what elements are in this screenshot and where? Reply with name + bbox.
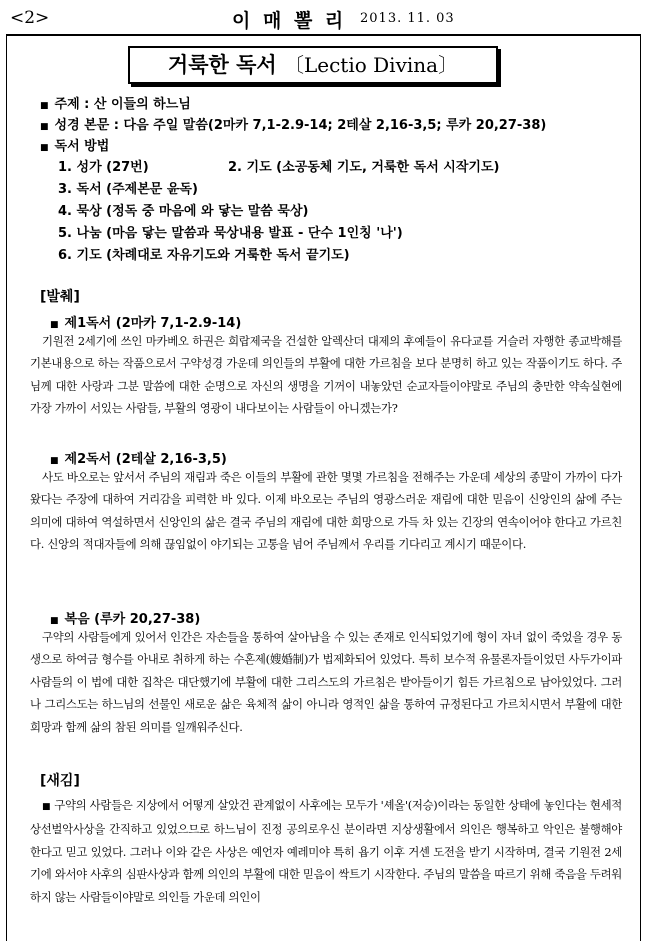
title-main: 거룩한 독서 (167, 53, 277, 77)
reflection-text: ■ 구약의 사람들은 지상에서 어떻게 살았건 관계없이 사후에는 모두가 '셰올'(저승)이라는 동일한 상태에 놓인다는 현세적 상선벌악사상을 간직하고 있었으므로 하느님이 진정 공의로우신 분이라면 지상생활에서 의인은 행복하고 악인은 불행해야 한다고 믿고 있었다. 그러나 이와 같은 사상은 예언자 예레미야 특히 욥기 이후 거센 도전을 받기 시작하며, 결국 기원전 2세기에 와서야 사후의 심판사상과 함께 의인의 부활에 대한 믿음이 싹트기 시작한다. 주님의 말씀을 따르기 위해 죽음을 두려워하지 않는 사람들이야말로 의인들 가운데 의인이 (30, 798, 622, 904)
step-item: 5. 나눔 (마음 닿는 말씀과 묵상내용 발표 - 단수 1인칭 '나') (58, 226, 403, 241)
page-number: <2> (10, 8, 50, 28)
reading-text: 구약의 사람들에게 있어서 인간은 자손들을 통하여 살아남을 수 있는 존재로 인식되었기에 형이 자녀 없이 죽었을 경우 동생으로 하여금 형수를 아내로 취하게 하는 수혼제(嫂婚制)가 법제화되어 있었다. 특히 보수적 유물론자들이었던 사두가이파 사람들의 이 법에 대한 집착은 대단했기에 부활에 대한 그리스도의 가르침은 받아들이기 힘든 가르침으로 남아있었다. 그러나 그리스도는 하느님의 선물인 새로운 삶은 육체적 삶이 아니라 영적인 삶을 통하여 규정된다고 가르치시면서 부활에 대한 희망과 함께 삶의 참된 의미를 일깨워주신다. (30, 630, 622, 734)
page-title (128, 46, 498, 84)
step-item: 1. 성가 (27번) (58, 160, 149, 175)
reading-heading: ■ 복음 (루카 20,27-38) (50, 612, 201, 627)
reflection-heading: [새김] (40, 773, 80, 789)
header-rule (6, 34, 641, 36)
readings-row (40, 115, 620, 136)
info-block (40, 94, 620, 267)
reading-text: 사도 바오로는 앞서서 주님의 재림과 죽은 이들의 부활에 관한 몇몇 가르침을 전해주는 가운데 세상의 종말이 가까이 다가왔다는 주장에 대하여 거리감을 피력한 바 있다. 이제 바오로는 주님의 영광스러운 재림에 대한 믿음이 신앙인의 삶에 주는 의미에 대하여 역설하면서 신앙인의 삶은 결국 주님의 재림에 대한 희망으로 가득 차 있는 긴장의 연속이어야 한다고 가르친다. 신앙의 적대자들에 의해 끊임없이 야기되는 고통을 넘어 주님께서 우리를 기다리고 계시기 때문이다. (30, 470, 622, 552)
square-bullet-icon: ■ (40, 101, 49, 111)
reading-heading: ■ 제2독서 (2테살 2,16-3,5) (50, 452, 227, 467)
topic-row (40, 94, 620, 115)
readings-reference: 성경 본문 : 다음 주일 말씀(2마카 7,1-2.9-14; 2테살 2,16-3,5; 루카 20,27-38) (54, 118, 547, 133)
step-item: 4. 묵상 (정독 중 마음에 와 닿는 말씀 묵상) (58, 204, 309, 219)
step-item: 2. 기도 (소공동체 기도, 거룩한 독서 시작기도) (228, 160, 500, 175)
step-row (58, 157, 620, 179)
page-header (0, 0, 645, 40)
excerpt-heading: [발췌] (40, 289, 80, 305)
square-bullet-icon: ■ (40, 122, 49, 132)
square-bullet-icon: ■ (50, 616, 59, 626)
square-bullet-icon: ■ (40, 143, 49, 153)
left-border (6, 36, 7, 941)
topic: 주제 : 산 이들의 하느님 (54, 97, 191, 112)
issue-date: 2013. 11. 03 (360, 11, 455, 26)
right-border (640, 36, 641, 941)
square-bullet-icon: ■ (42, 802, 51, 812)
method-row (40, 136, 620, 157)
newsletter-name: 이 매 뽈 리 (232, 10, 347, 32)
step-item: 3. 독서 (주제본문 윤독) (58, 182, 198, 197)
step-item: 6. 기도 (차례대로 자유기도와 거룩한 독서 끝기도) (58, 248, 350, 263)
method-label: 독서 방법 (54, 139, 110, 154)
method-steps (58, 157, 620, 267)
square-bullet-icon: ■ (50, 456, 59, 466)
reading-heading: ■ 제1독서 (2마카 7,1-2.9-14) (50, 316, 242, 331)
title-latin: 〔Lectio Divina〕 (283, 53, 459, 77)
square-bullet-icon: ■ (50, 320, 59, 330)
reading-text: 기원전 2세기에 쓰인 마카베오 하권은 희랍제국을 건설한 알렉산더 대제의 후예들이 유다교를 거슬러 자행한 종교박해를 기본내용으로 하는 작품으로서 구약성경 가운데 의인들의 부활에 대한 가르침을 보다 분명히 하고 있는 작품이기도 하다. 주님께 대한 사랑과 그분 말씀에 대한 순명으로 자신의 생명을 기꺼이 내놓았던 순교자들이야말로 주님의 충만한 약속실현에 가장 가까이 서있는 사람들, 부활의 영광이 내다보이는 사람들이 아니겠는가? (30, 334, 622, 416)
